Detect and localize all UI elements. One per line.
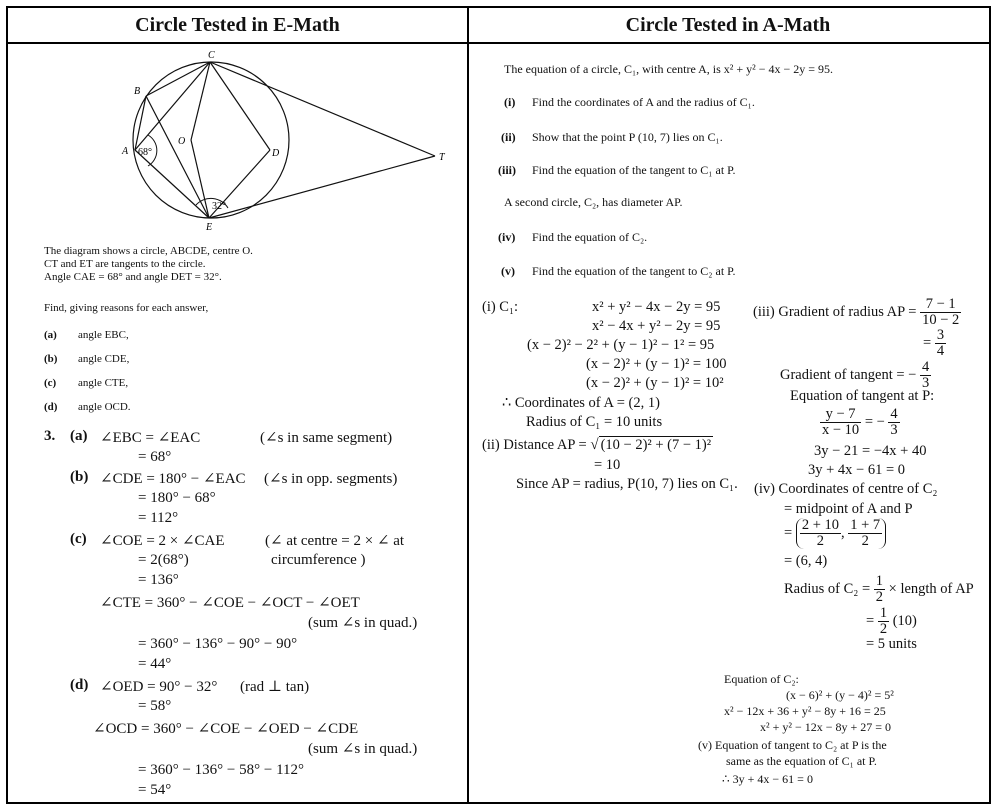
sol-iv-frac-half: $\frac{1}{2}$	[875, 573, 884, 606]
sol-iii-frac5: $\frac{4}{3}$	[890, 406, 898, 439]
solution-c-line6: = 44°	[138, 656, 172, 672]
label-o: O	[178, 136, 186, 147]
segment-ab	[135, 96, 146, 150]
sol-iii-frac1: $\frac{7 - 1}{10 - 2}$	[922, 296, 960, 329]
amath-part-text-iv: Find the equation of C₂.	[532, 230, 648, 244]
question-text-a: angle EBC,	[78, 329, 129, 341]
sol-iv-line5	[784, 574, 974, 605]
sol-iii-frac3: $\frac{4}{3}$	[921, 359, 930, 392]
angle-label-e: 32°	[212, 201, 226, 212]
amath-part-label-iii: (iii)	[498, 163, 516, 177]
circle-diagram	[78, 48, 458, 233]
sol-iii-line6: 3y − 21 = −4x + 40	[814, 443, 927, 459]
label-t: T	[439, 152, 445, 163]
solution-d-line3: ∠OCD = 360° − ∠COE − ∠OED − ∠CDE	[93, 721, 359, 737]
solution-number: 3.	[44, 428, 56, 444]
sol-iv-frac-y: $\frac{1 + 7}{2}$	[850, 517, 881, 550]
sol-i-line2: x² − 4x + y² − 2y = 95	[592, 318, 721, 334]
segment-cd	[210, 62, 270, 150]
sol-iv-line7: = 5 units	[866, 636, 917, 652]
sol-i-line1: x² + y² − 4x − 2y = 95	[592, 299, 721, 315]
sol-iv-line4: = (6, 4)	[784, 553, 828, 569]
tangent-ct	[210, 62, 435, 156]
amath-part-label-ii: (ii)	[501, 130, 516, 144]
amath-part-label-v: (v)	[501, 264, 515, 278]
segment-bc	[146, 62, 210, 96]
sol-iv-line1: (iv) Coordinates of centre of C₂	[754, 481, 938, 497]
solution-a-line2: = 68°	[138, 449, 172, 465]
sol-eq-c2-line2: x² − 12x + 36 + y² − 8y + 16 = 25	[724, 704, 886, 718]
question-text-c: angle CTE,	[78, 377, 129, 389]
solution-d-line5: = 54°	[138, 782, 172, 798]
sol-iii-gradient-tangent: Gradient of tangent = −	[780, 367, 917, 384]
sol-i-line6: ∴ Coordinates of A = (2, 1)	[502, 395, 660, 411]
solution-b-line1: ∠CDE = 180° − ∠EAC	[100, 471, 246, 487]
sol-iii-line5	[820, 407, 900, 438]
solution-c-line2: = 2(68°)	[138, 552, 189, 568]
question-label-c: (c)	[44, 377, 57, 389]
sol-eq-c2-line1: (x − 6)² + (y − 4)² = 5²	[786, 688, 894, 702]
header-amath: Circle Tested in A-Math	[467, 8, 989, 44]
amath-part-label-iv: (iv)	[498, 230, 516, 244]
solution-b-reason: (∠s in opp. segments)	[264, 471, 398, 487]
solution-c-reason4: (sum ∠s in quad.)	[308, 615, 418, 631]
sol-ii-line2: = 10	[594, 457, 621, 473]
label-c: C	[208, 50, 215, 61]
solution-c-reason1: (∠ at centre = 2 × ∠ at	[265, 533, 405, 549]
sol-iv-frac-x: $\frac{2 + 10}{2}$	[801, 517, 839, 550]
label-b: B	[134, 86, 141, 97]
solution-a-line1: ∠EBC = ∠EAC	[100, 430, 201, 446]
solution-label-d: (d)	[70, 677, 89, 693]
amath-part-text-v: Find the equation of the tangent to C₂ at P.	[532, 264, 736, 278]
solution-d-reason3: (sum ∠s in quad.)	[308, 741, 418, 757]
solution-d-reason1: (rad ⊥ tan)	[240, 679, 310, 695]
angle-label-a: 68°	[138, 147, 152, 158]
sol-i-line7: Radius of C₁ = 10 units	[526, 414, 663, 430]
question-text-b: angle CDE,	[78, 353, 130, 365]
sol-iii-line3	[780, 360, 931, 391]
solution-d-line1: ∠OED = 90° − 32°	[100, 679, 218, 695]
question-label-b: (b)	[44, 353, 58, 365]
solution-c-line1: ∠COE = 2 × ∠CAE	[100, 533, 225, 549]
sol-v-line3: ∴ 3y + 4x − 61 = 0	[722, 772, 813, 786]
segment-oe	[191, 140, 209, 218]
sol-iv-frac-half2: $\frac{1}{2}$	[879, 605, 888, 638]
sol-iii-line2	[923, 328, 946, 359]
sol-iii-eq5: = −	[864, 414, 885, 431]
sol-eq-c2-line3: x² + y² − 12x − 8y + 27 = 0	[760, 720, 892, 734]
sol-iv-line2: = midpoint of A and P	[784, 501, 913, 517]
sol-i-line4: (x − 2)² + (y − 1)² = 100	[586, 356, 727, 372]
sol-ii-label: (ii) Distance AP = √ (10 − 2)² + (7 − 1)²	[482, 437, 712, 453]
question-text-d: angle OCD.	[78, 401, 131, 413]
sol-eq-c2-label: Equation of C₂:	[724, 672, 799, 686]
find-line: Find, giving reasons for each answer,	[44, 302, 209, 314]
sol-iv-line6	[866, 606, 917, 637]
solution-c-line5: = 360° − 136° − 90° − 90°	[138, 636, 298, 652]
solution-b-line2: = 180° − 68°	[138, 490, 216, 506]
sol-iv-midpoint: $\frac{2 + 10}{2}$ , $\frac{1 + 7}{2}$	[796, 518, 886, 549]
sol-i-line5: (x − 2)² + (y − 1)² = 10²	[586, 375, 724, 391]
sol-iv-eq6: =	[866, 613, 875, 630]
sol-iii-frac4: $\frac{y - 7}{x - 10}$	[822, 406, 860, 439]
amath-part-text-ii: Show that the point P (10, 7) lies on C₁.	[532, 130, 723, 144]
tangent-et	[209, 156, 435, 218]
amath-part-text-iii: Find the equation of the tangent to C₁ at P.	[532, 163, 736, 177]
sol-iii-line4: Equation of tangent at P:	[790, 388, 935, 404]
sol-iii-eq2: =	[923, 335, 932, 352]
sol-iii-line1	[753, 297, 961, 328]
sol-iv-radius-label: Radius of C₂ =	[784, 581, 871, 598]
sol-iv-radius-rest: × length of AP	[888, 581, 974, 598]
sol-iii-gradient-radius: (iii) Gradient of radius AP =	[753, 304, 917, 321]
solution-d-line2: = 58°	[138, 698, 172, 714]
sol-iv-line3	[784, 518, 886, 549]
question-label-d: (d)	[44, 401, 58, 413]
problem-line-1: The diagram shows a circle, ABCDE, centre O.	[44, 245, 253, 257]
solution-c-reason2: circumference )	[271, 552, 366, 568]
sol-ii-root: (10 − 2)² + (7 − 1)²	[600, 437, 712, 453]
solution-c-line3: = 136°	[138, 572, 179, 588]
sol-ii-label-text: (ii) Distance AP =	[482, 437, 587, 453]
label-a: A	[122, 146, 129, 157]
label-d: D	[272, 148, 280, 159]
comparison-table	[6, 6, 991, 804]
sol-iii-line7: 3y + 4x − 61 = 0	[808, 462, 906, 478]
amath-second-circle: A second circle, C₂, has diameter AP.	[504, 195, 683, 209]
solution-c-line4: ∠CTE = 360° − ∠COE − ∠OCT − ∠OET	[100, 595, 360, 611]
header-emath: Circle Tested in E-Math	[8, 8, 469, 44]
sol-i-line3: (x − 2)² − 2² + (y − 1)² − 1² = 95	[527, 337, 715, 353]
sol-v-line2: same as the equation of C₁ at P.	[726, 754, 877, 768]
label-e: E	[206, 222, 213, 233]
problem-line-3: Angle CAE = 68° and angle DET = 32°.	[44, 271, 222, 283]
sol-ii-line3: Since AP = radius, P(10, 7) lies on C₁.	[516, 476, 738, 492]
sol-i-label: (i) C₁:	[482, 299, 519, 315]
sol-iii-frac2: $\frac{3}{4}$	[936, 327, 945, 360]
amath-part-label-i: (i)	[504, 95, 516, 109]
solution-d-line4: = 360° − 136° − 58° − 112°	[138, 762, 305, 778]
amath-part-text-i: Find the coordinates of A and the radius of C₁.	[532, 95, 755, 109]
problem-line-2: CT and ET are tangents to the circle.	[44, 258, 206, 270]
solution-label-c: (c)	[70, 531, 87, 547]
sol-iv-eq3: =	[784, 525, 793, 542]
solution-b-line3: = 112°	[138, 510, 179, 526]
solution-a-reason: (∠s in same segment)	[260, 430, 393, 446]
amath-question-intro: The equation of a circle, C₁, with centre A, is x² + y² − 4x − 2y = 95.	[504, 62, 834, 76]
sol-iv-times-ten: (10)	[892, 613, 917, 630]
question-label-a: (a)	[44, 329, 57, 341]
sol-v-line1: (v) Equation of tangent to C₂ at P is the	[698, 738, 887, 752]
solution-label-a: (a)	[70, 428, 88, 444]
solution-label-b: (b)	[70, 469, 89, 485]
column-divider	[467, 42, 469, 802]
